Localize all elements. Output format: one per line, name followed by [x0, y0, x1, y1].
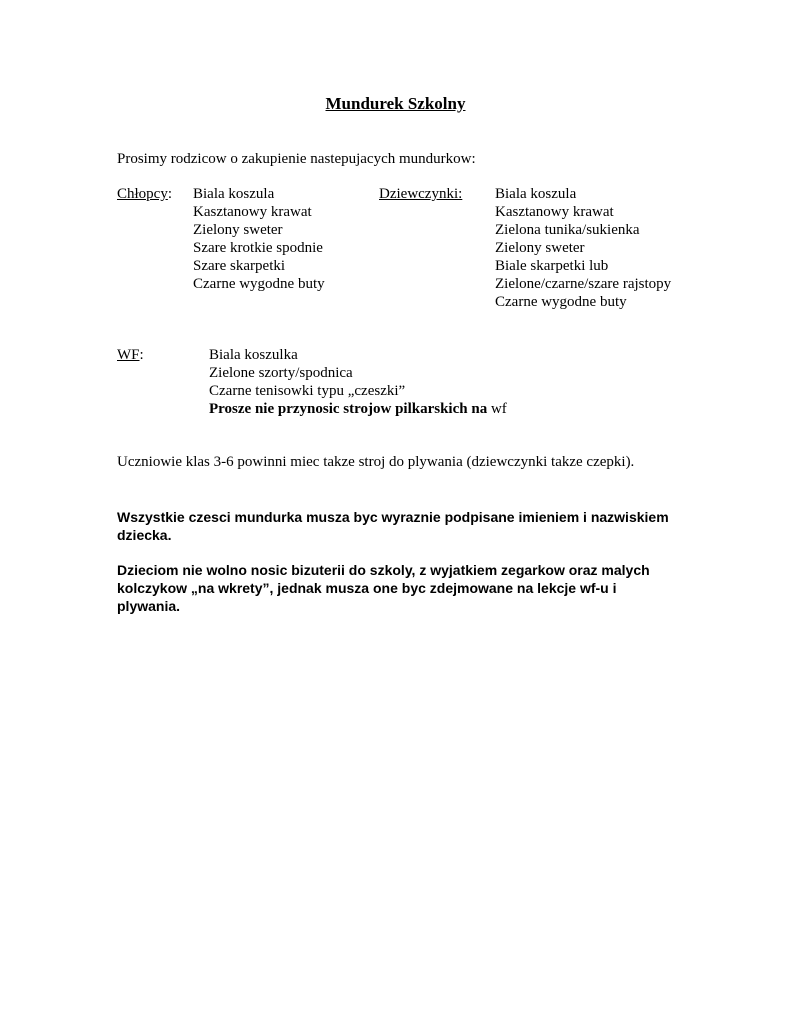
- girls-uniform-list: [495, 185, 671, 311]
- intro-text: Prosimy rodzicow o zakupienie nastepujacych mundurkow:: [117, 151, 476, 167]
- list-item: Zielona tunika/sukienka: [495, 222, 640, 238]
- list-item: Biala koszula: [495, 186, 577, 202]
- boys-uniform-list: [193, 185, 325, 293]
- swimming-note: Uczniowie klas 3-6 powinni miec takze stroj do plywania (dziewczynki takze czepki).: [117, 454, 635, 470]
- boys-label-colon: :: [167, 186, 173, 202]
- wf-label-text: WF: [117, 347, 140, 363]
- jewelry-notice: Dzieciom nie wolno nosic bizuterii do szkoly, z wyjatkiem zegarkow oraz malych kolczykow „na wkrety”, jednak musza one byc zdejmowane na lekcje wf-u i plywania.: [117, 562, 650, 614]
- wf-label: [117, 346, 144, 364]
- boys-label: [117, 185, 172, 203]
- list-item: Biala koszulka: [209, 347, 298, 363]
- wf-football-kit-note: [209, 400, 507, 418]
- wf-uniform-list: [209, 346, 507, 418]
- boys-label-text: Chłopcy: [117, 186, 168, 202]
- wf-note-plain: wf: [487, 401, 507, 417]
- girls-label: [379, 185, 462, 203]
- list-item: Biale skarpetki lub: [495, 258, 609, 274]
- name-label-notice: Wszystkie czesci mundurka musza byc wyraznie podpisane imieniem i nazwiskiem dziecka.: [117, 509, 669, 543]
- girls-label-text: Dziewczynki:: [379, 186, 463, 202]
- wf-label-colon: :: [139, 347, 144, 363]
- list-item: Zielony sweter: [495, 240, 585, 256]
- list-item: Szare skarpetki: [193, 258, 286, 274]
- list-item: Kasztanowy krawat: [495, 204, 614, 220]
- list-item: Czarne wygodne buty: [193, 276, 325, 292]
- list-item: Czarne tenisowki typu „czeszki”: [209, 383, 406, 399]
- list-item: Zielone/czarne/szare rajstopy: [495, 276, 672, 292]
- wf-note-bold: Prosze nie przynosic strojow pilkarskich na: [209, 401, 488, 417]
- list-item: Kasztanowy krawat: [193, 204, 312, 220]
- list-item: Czarne wygodne buty: [495, 294, 627, 310]
- list-item: Zielone szorty/spodnica: [209, 365, 353, 381]
- list-item: Zielony sweter: [193, 222, 283, 238]
- page-title: Mundurek Szkolny: [325, 94, 466, 113]
- list-item: Biala koszula: [193, 186, 275, 202]
- list-item: Szare krotkie spodnie: [193, 240, 323, 256]
